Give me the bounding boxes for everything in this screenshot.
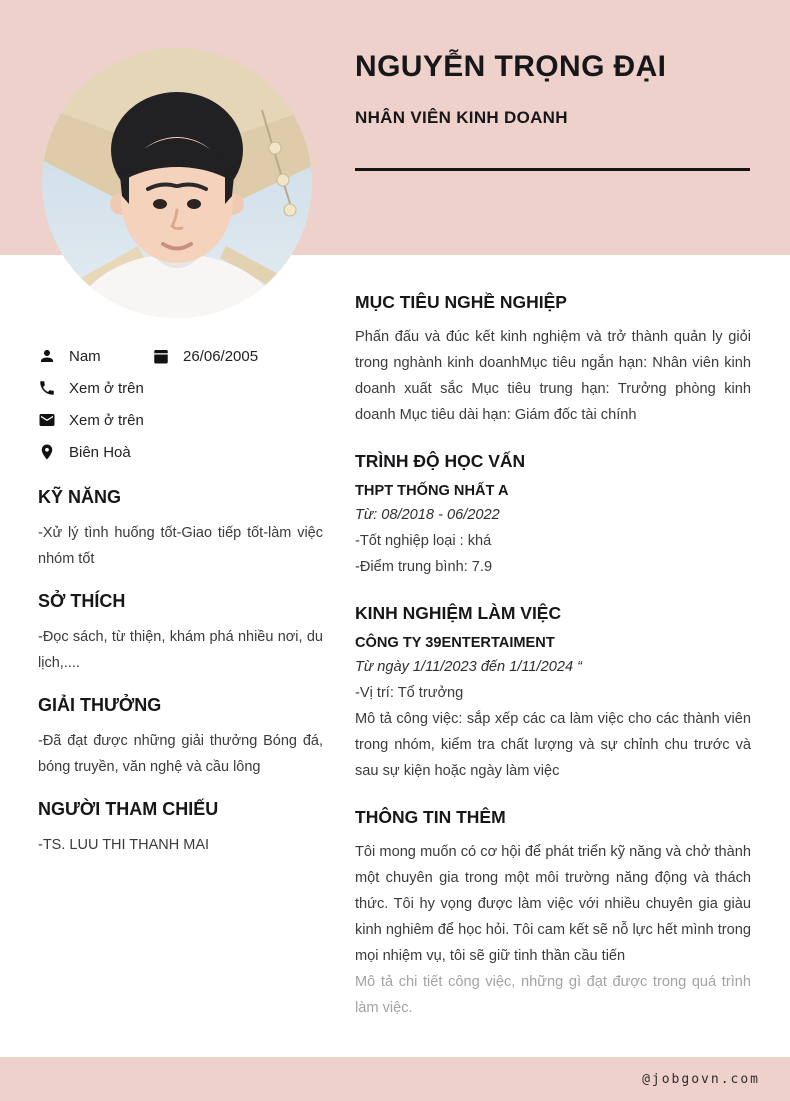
info-row-gender-dob — [38, 340, 323, 372]
header-divider — [355, 168, 750, 171]
footer-band — [0, 1057, 790, 1101]
job-title: NHÂN VIÊN KINH DOANH — [355, 108, 568, 127]
address-cell — [38, 443, 131, 461]
personal-info-list — [38, 340, 323, 468]
address-value: Biên Hoà — [69, 443, 131, 461]
section-awards — [38, 695, 323, 780]
experience-company: CÔNG TY 39ENTERTAIMENT — [355, 635, 555, 651]
phone-value: Xem ở trên — [69, 379, 144, 397]
right-column — [355, 292, 751, 1044]
page-title: NGUYỄN TRỌNG ĐẠI — [355, 50, 667, 83]
info-row-phone — [38, 372, 323, 404]
experience-heading: KINH NGHIỆM LÀM VIỆC — [355, 603, 562, 623]
experience-description: Mô tả công việc: sắp xếp các ca làm việc cho các thành viên trong nhóm, kiểm tra chất lượng và sự chỉnh chu trước và sau sự kiện hoặc ngày làm việc — [355, 711, 751, 779]
education-school: THPT THỐNG NHẤT A — [355, 483, 509, 499]
dob-cell — [152, 347, 258, 365]
gender-value: Nam — [69, 347, 101, 365]
envelope-icon — [38, 411, 56, 429]
section-objective — [355, 292, 751, 428]
watermark: @jobgovn.com — [642, 1071, 760, 1087]
hobbies-body: -Đọc sách, từ thiện, khám phá nhiều nơi, du lịch,.... — [38, 629, 323, 671]
skills-heading: KỸ NĂNG — [38, 487, 122, 507]
left-column — [38, 340, 323, 858]
section-education — [355, 451, 751, 580]
objective-body: Phấn đấu và đúc kết kinh nghiệm và trở thành quản ly giỏi trong nghành kinh doanhMục tiêu ngắn hạn: Nhân viên kinh doanh xuất sắc Mục tiêu trung hạn: Trưởng phòng kinh doanh Mục tiêu dài hạn: Giám đốc tài chính — [355, 329, 751, 423]
section-experience — [355, 603, 751, 784]
experience-period: Từ ngày 1/11/2023 đến 1/11/2024 “ — [355, 659, 582, 675]
gender-cell — [38, 347, 152, 365]
section-hobbies — [38, 591, 323, 676]
section-skills — [38, 487, 323, 572]
header-text — [355, 50, 751, 128]
objective-heading: MỤC TIÊU NGHỀ NGHIỆP — [355, 292, 567, 312]
education-heading: TRÌNH ĐỘ HỌC VẤN — [355, 451, 526, 471]
additional-info-body: Tôi mong muốn có cơ hội để phát triển kỹ năng và chở thành một chuyên gia trong một môi trường năng động và thách thức. Tôi hy vọng được làm việc với nhiều chuyên gia giàu kinh nghiêm để học hỏi. Tôi cam kết sẽ nỗ lực hết mình trong mọi nhiệm vụ, tôi sẽ giữ tinh thần cầu tiến — [355, 844, 751, 964]
profile-photo — [42, 48, 312, 318]
education-gpa: -Điểm trung bình: 7.9 — [355, 559, 493, 575]
experience-position: -Vị trí: Tổ trưởng — [355, 685, 464, 701]
phone-icon — [38, 379, 56, 397]
education-period: Từ: 08/2018 - 06/2022 — [355, 507, 500, 523]
hobbies-heading: SỞ THÍCH — [38, 591, 126, 611]
portrait-illustration — [42, 48, 312, 318]
info-row-email — [38, 404, 323, 436]
info-row-address — [38, 436, 323, 468]
calendar-icon — [152, 347, 170, 365]
awards-heading: GIẢI THƯỞNG — [38, 695, 162, 715]
awards-body: -Đã đạt được những giải thưởng Bóng đá, bóng truyền, văn nghệ và cầu lông — [38, 733, 323, 775]
location-pin-icon — [38, 443, 56, 461]
section-references — [38, 799, 323, 858]
references-heading: NGƯỜI THAM CHIẾU — [38, 799, 219, 819]
section-additional-info — [355, 807, 751, 1021]
additional-info-heading: THÔNG TIN THÊM — [355, 807, 506, 827]
dob-value: 26/06/2005 — [183, 347, 259, 365]
email-cell — [38, 411, 144, 429]
additional-info-placeholder: Mô tả chi tiết công việc, những gì đạt được trong quá trình làm việc. — [355, 974, 751, 1016]
email-value: Xem ở trên — [69, 411, 144, 429]
education-grade: -Tốt nghiệp loại : khá — [355, 533, 492, 549]
skills-body: -Xử lý tình huống tốt-Giao tiếp tốt-làm việc nhóm tốt — [38, 525, 323, 567]
references-body: -TS. LUU THI THANH MAI — [38, 837, 210, 853]
phone-cell — [38, 379, 144, 397]
person-icon — [38, 347, 56, 365]
